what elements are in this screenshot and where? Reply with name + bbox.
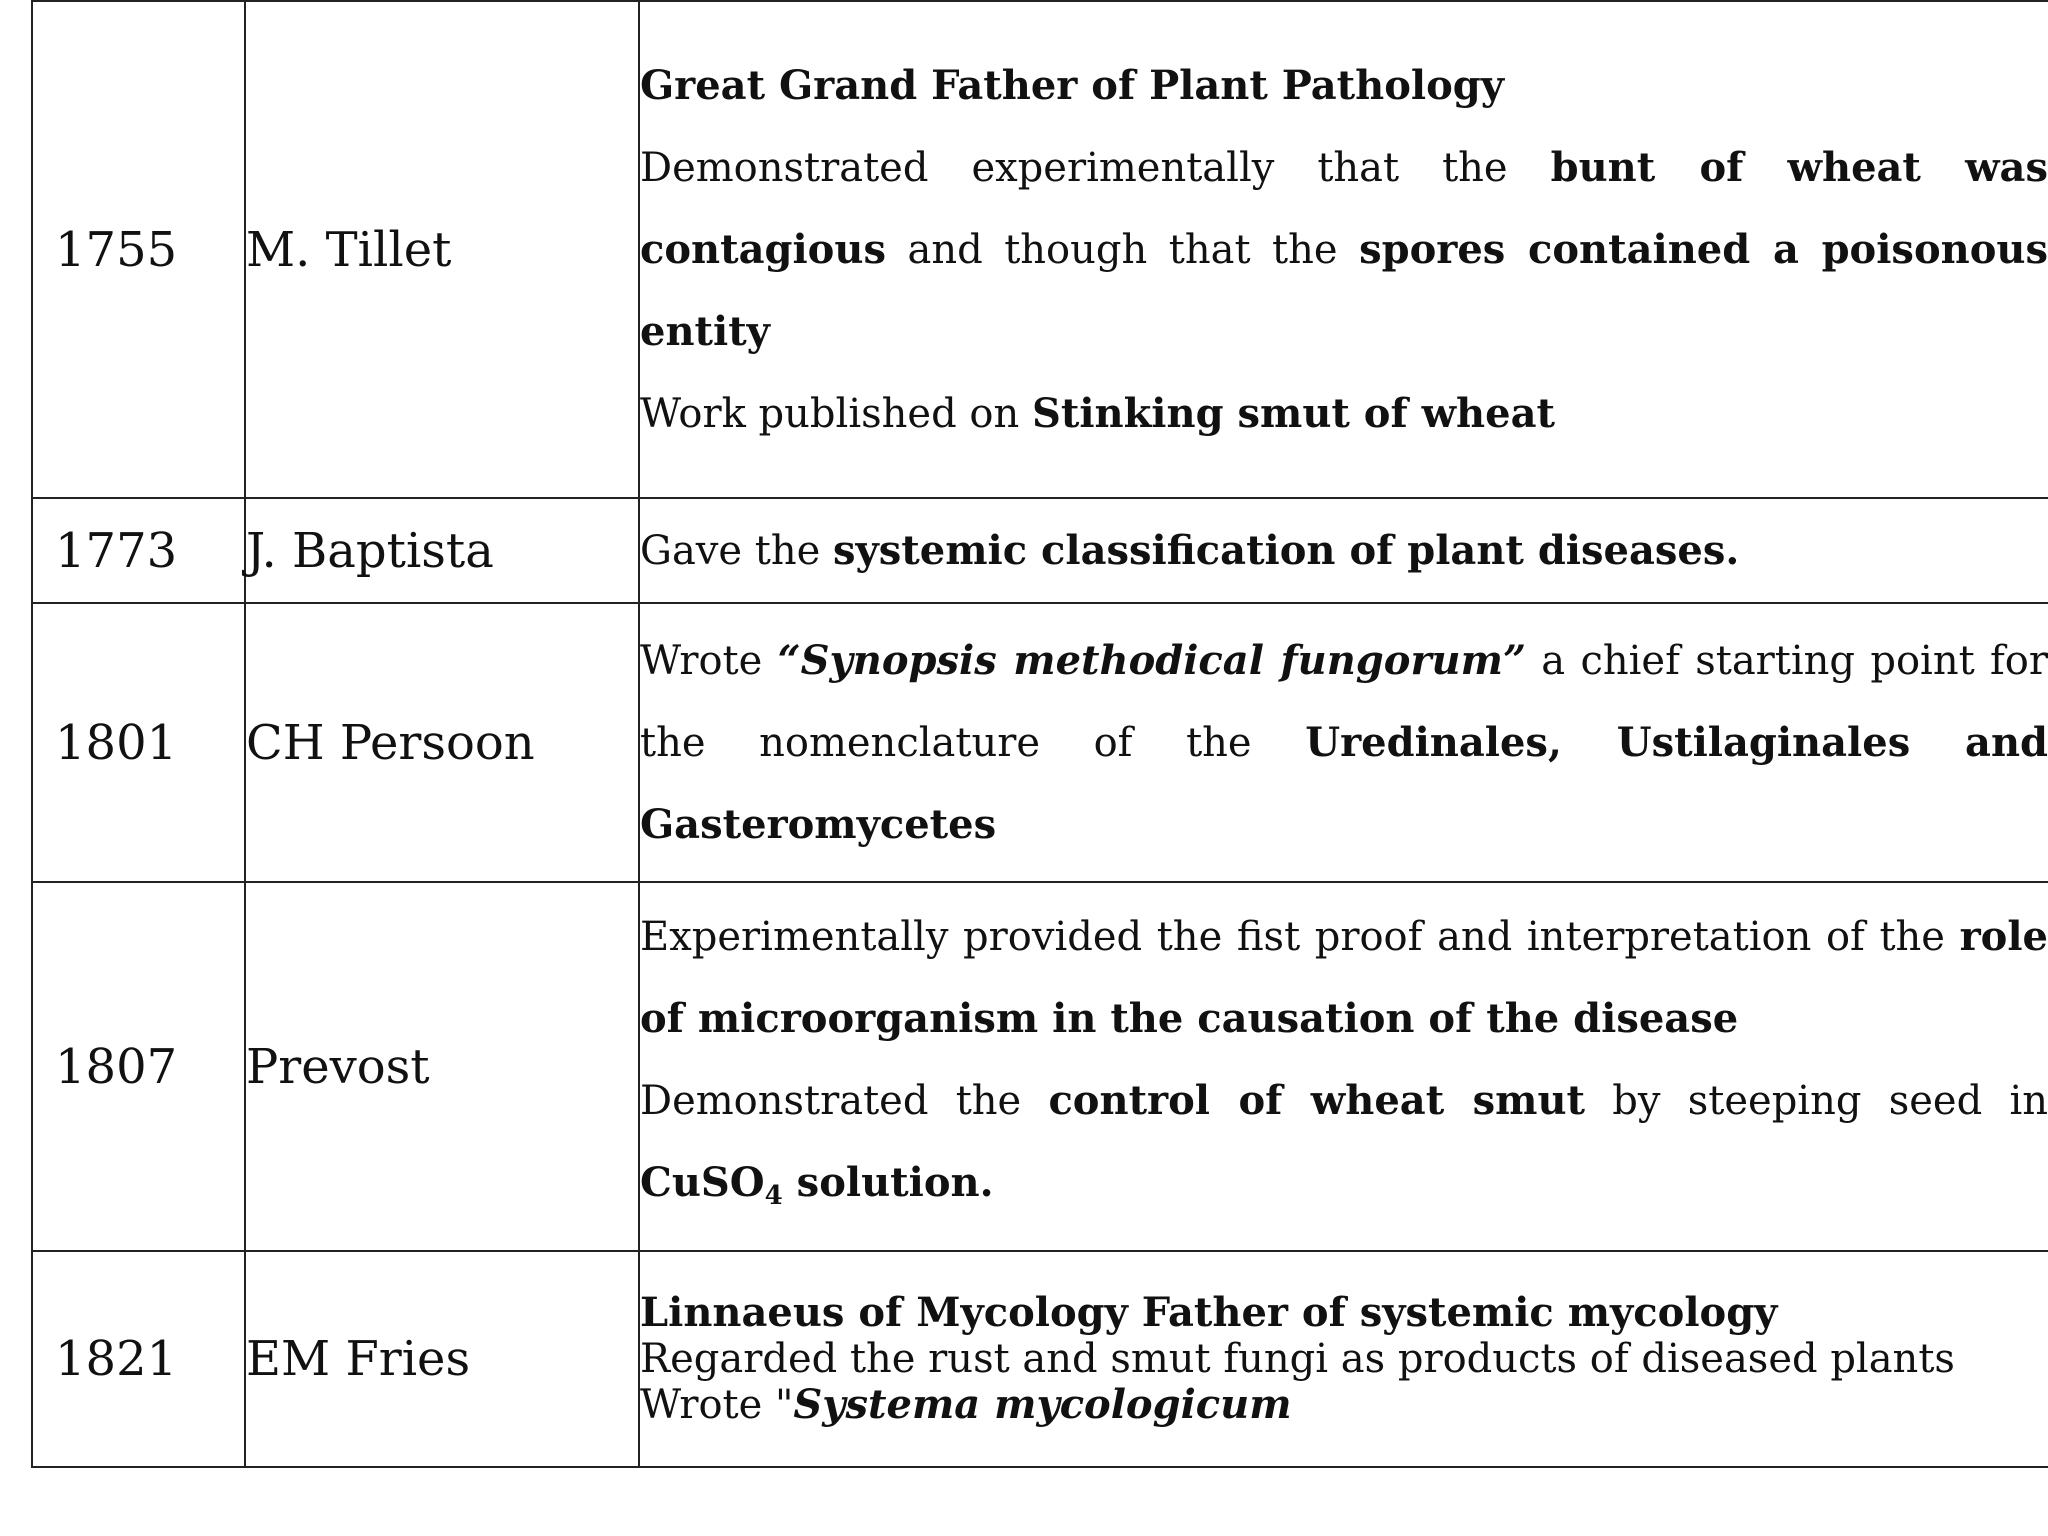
description-paragraph (640, 373, 2048, 455)
description-paragraph (640, 896, 2048, 1060)
description-paragraph (640, 1060, 2048, 1237)
table-row (31, 602, 2048, 881)
formula-text (640, 1159, 994, 1211)
formula-subscript: 4 (764, 1181, 783, 1211)
year-cell: 1755 (33, 2, 246, 497)
description-cell (640, 883, 2048, 1250)
title-text: Linnaeus of Mycology Father of systemic mycology (640, 1289, 1778, 1336)
text-span: Gave the (640, 527, 834, 574)
bold-text: spores contained a poisonous entity (640, 225, 2048, 355)
bold-text: Uredinales, Ustilaginales and Gasteromycetes (640, 718, 2048, 848)
bold-text: Stinking smut of wheat (1031, 389, 1555, 437)
title-text: Great Grand Father of Plant Pathology (640, 61, 1505, 109)
text-span: Experimentally provided the fist proof and interpretation of the (640, 914, 1960, 960)
table-row (31, 881, 2048, 1250)
year-cell: 1807 (33, 883, 246, 1250)
description-cell (640, 604, 2048, 881)
bold-italic-text: Systema mycologicum (793, 1381, 1292, 1428)
scientist-cell: EM Fries (246, 1252, 640, 1466)
year-cell: 1801 (33, 604, 246, 881)
text-span: Wrote " (640, 1382, 794, 1428)
description-paragraph (640, 127, 2048, 373)
scientist-cell: CH Persoon (246, 604, 640, 881)
year-cell: 1821 (33, 1252, 246, 1466)
scientist-cell: J. Baptista (246, 499, 640, 602)
year-cell: 1773 (33, 499, 246, 602)
bold-text: bunt of wheat was contagious (640, 143, 2048, 273)
text-span: a chief starting point for the nomenclature of the (640, 637, 2048, 766)
text-span: Demonstrated the (640, 1078, 1049, 1124)
history-table (31, 0, 2048, 1468)
bold-italic-text: “Synopsis methodical fungorum” (777, 636, 1526, 684)
table-row (31, 497, 2048, 602)
formula-base: CuSO (640, 1159, 765, 1206)
scientist-cell: Prevost (246, 883, 640, 1250)
table-row (31, 0, 2048, 497)
table-row (31, 1250, 2048, 1468)
text-span: and though that the (885, 226, 1360, 273)
text-span: Work published on (640, 390, 1032, 437)
description-cell (640, 499, 2048, 602)
text-span: Wrote (640, 637, 778, 684)
bold-text: control of wheat smut (1048, 1077, 1586, 1124)
bold-text: systemic classification of plant diseases. (833, 526, 1740, 574)
formula-tail: solution. (782, 1159, 994, 1206)
description-paragraph (640, 1382, 2048, 1428)
description-paragraph (640, 620, 2048, 866)
description-cell (640, 2, 2048, 497)
text-span: Demonstrated experimentally that the (640, 144, 1551, 191)
description-paragraph: Regarded the rust and smut fungi as products of diseased plants (640, 1336, 1955, 1382)
text-span: by steeping seed in (1585, 1078, 2048, 1124)
scientist-cell: M. Tillet (246, 2, 640, 497)
bold-text: role of microorganism in the causation of the disease (640, 913, 2048, 1042)
description-cell (640, 1252, 2048, 1466)
description-paragraph (640, 510, 2048, 592)
